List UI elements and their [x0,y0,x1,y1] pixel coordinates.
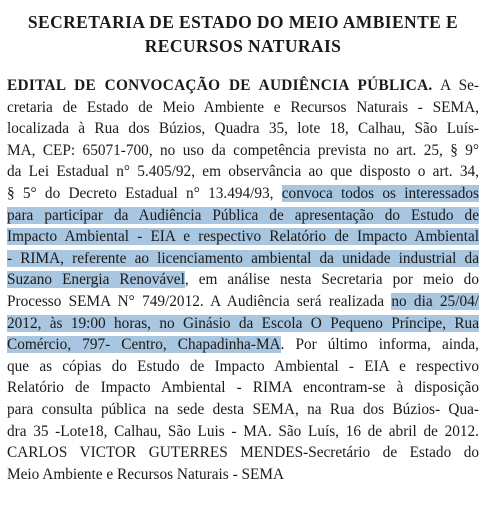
edital-line [7,183,479,205]
highlighted-text: Comércio, 797- Centro, Chapadinha-MA [7,336,281,354]
document-title-line-1: SECRETARIA DE ESTADO DO MEIO AMBIENTE E [27,12,459,32]
highlighted-text: Suzano Energia Renovável [7,271,185,289]
edital-line [7,334,479,356]
edital-line [7,118,479,140]
edital-line [7,161,479,183]
edital-text: da Lei Estadual n° 5.405/92, em observância ao que disposto o art. 34, [7,163,479,181]
edital-line [7,377,479,399]
edital-text: que as cópias do Estudo de Impacto Ambiental - EIA e respectivo [7,357,479,375]
highlighted-text: Impacto Ambiental - EIA e respectivo Relatório de Impacto Ambiental [7,228,479,246]
highlighted-text: 2012, às 19:00 horas, no Ginásio da Escola O Pequeno Príncipe, Rua [7,314,479,332]
edital-line [7,75,479,97]
edital-line [7,356,479,378]
edital-text: Processo SEMA N° 749/2012. A Audiência será realizada [7,292,392,310]
document-title-line-2: RECURSOS NATURAIS [144,36,342,56]
edital-line [7,421,479,443]
edital-text: § 5° do Decreto Estadual n° 13.494/93, [7,184,282,202]
edital-text: localizada à Rua dos Búzios, Quadra 35, lote 18, Calhau, São Luís- [7,120,479,138]
highlighted-text: no dia 25/04/ [391,292,479,310]
edital-line [7,226,479,248]
edital-text: Relatório de Impacto Ambiental - RIMA encontram-se à disposição [7,379,479,397]
edital-line [7,399,479,421]
edital-text: MA, CEP: 65071-700, no uso da competência prevista no art. 25, § 9° [7,141,479,159]
edital-line [7,269,479,291]
signatory-text: Meio Ambiente e Recursos Naturais - SEMA [7,465,284,483]
edital-line [7,442,479,464]
signatory-text: CARLOS VICTOR GUTERRES MENDES-Secretário de Estado do [7,444,479,462]
edital-line [7,248,479,270]
edital-line [7,464,479,486]
edital-heading: EDITAL DE CONVOCAÇÃO DE AUDIÊNCIA PÚBLICA. [7,77,433,94]
edital-text: . Por último informa, ainda, [280,336,479,354]
edital-line [7,140,479,162]
highlighted-text: para participar da Audiência Pública de apresentação do Estudo de [7,206,479,224]
edital-text: dra 35 -Lote18, Calhau, São Luis - MA. São Luís, 16 de abril de 2012. [7,422,479,440]
edital-text: , em análise nesta Secretaria por meio do [184,271,479,289]
edital-text: A Se- [440,77,479,94]
highlighted-text: convoca todos os interessados [281,184,480,202]
edital-line [7,313,479,335]
edital-line [7,205,479,227]
edital-line [7,97,479,119]
highlighted-text: - RIMA, referente ao licenciamento ambiental da unidade industrial da [7,249,479,267]
edital-body [7,75,479,485]
edital-line [7,291,479,313]
edital-text: cretaria de Estado de Meio Ambiente e Recursos Naturais - SEMA, [7,98,479,116]
edital-text: para consulta pública na sede desta SEMA, na Rua dos Búzios- Qua- [7,400,479,418]
